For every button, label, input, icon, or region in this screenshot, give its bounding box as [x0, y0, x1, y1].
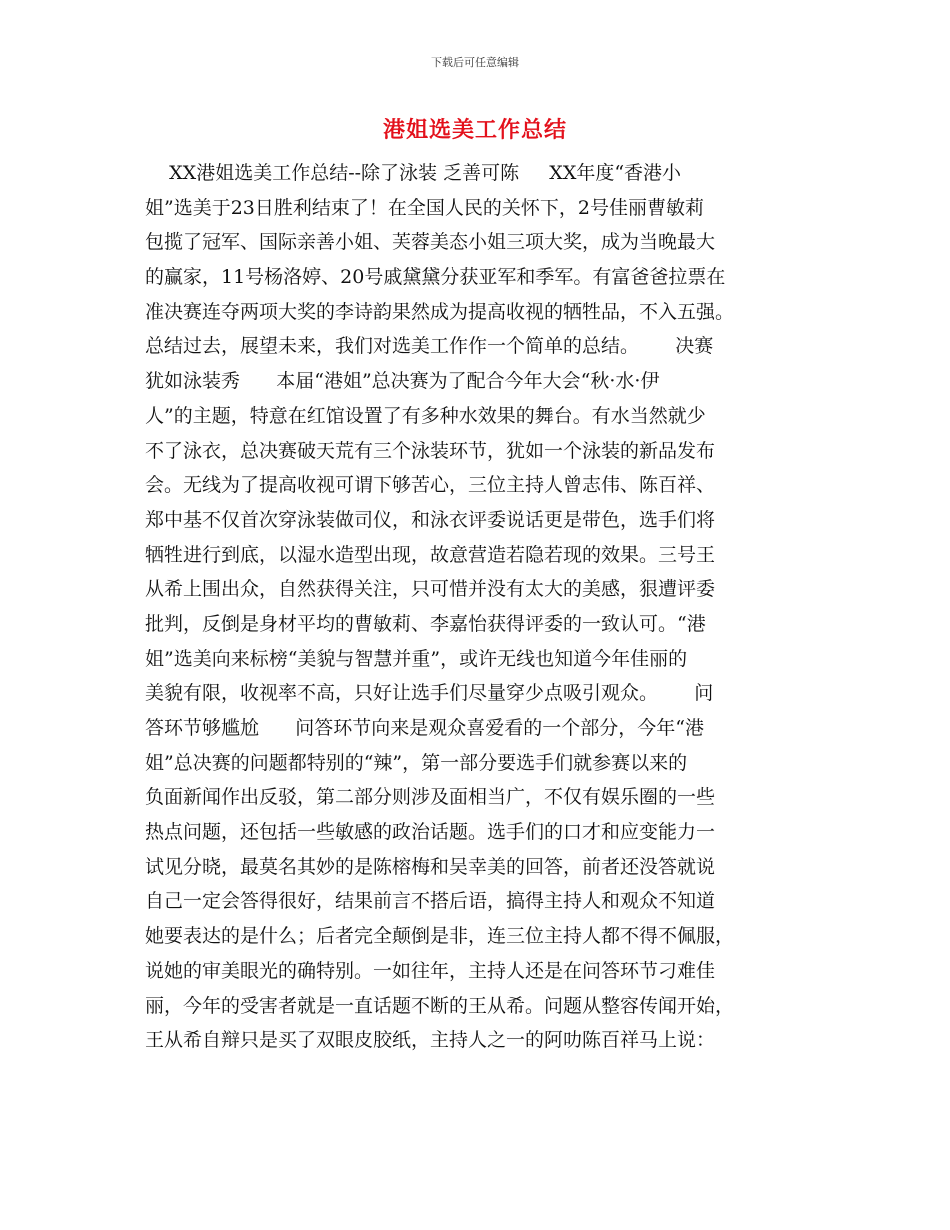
body-line: 姐”总决赛的问题都特别的“辣”，第一部分要选手们就参赛以来的 — [145, 751, 688, 774]
body-line: 牺牲进行到底，以湿水造型出现，故意营造若隐若现的效果。三号王 — [145, 543, 716, 566]
body-line: 包揽了冠军、国际亲善小姐、芙蓉美态小姐三项大奖，成为当晚最大 — [145, 231, 716, 254]
header-note: 下载后可任意编辑 — [431, 56, 519, 69]
body-line: 郑中基不仅首次穿泳装做司仪，和泳衣评委说话更是带色，选手们将 — [145, 508, 716, 531]
body-line: 热点问题，还包括一些敏感的政治话题。选手们的口才和应变能力一 — [145, 821, 716, 844]
body-line: 人”的主题，特意在红馆设置了有多种水效果的舞台。有水当然就少 — [145, 404, 706, 427]
document-title: 港姐选美工作总结 — [382, 118, 567, 143]
body-line: 姐”选美于23日胜利结束了！在全国人民的关怀下，2号佳丽曹敏莉 — [145, 196, 704, 219]
body-line: 丽，今年的受害者就是一直话题不断的王从希。问题从整容传闻开始， — [145, 994, 735, 1017]
body-line: 姐”选美向来标榜“美貌与智慧并重”，或许无线也知道今年佳丽的 — [145, 647, 688, 670]
body-line: 美貌有限，收视率不高，只好让选手们尽量穿少点吸引观众。 问 — [145, 682, 714, 705]
body-line: XX港姐选美工作总结--除了泳装 乏善可陈 XX年度“香港小 — [145, 162, 682, 184]
body-line: 试见分晓，最莫名其妙的是陈榕梅和吴幸美的回答，前者还没答就说 — [145, 855, 716, 878]
document-body — [145, 156, 805, 1058]
body-line: 她要表达的是什么；后者完全颠倒是非，连三位主持人都不得不佩服， — [145, 925, 735, 948]
body-line: 从希上围出众，自然获得关注，只可惜并没有太大的美感，狠遭评委 — [145, 578, 716, 601]
body-line: 负面新闻作出反驳，第二部分则涉及面相当广，不仅有娱乐圈的一些 — [145, 786, 716, 809]
body-line: 王从希自辩只是买了双眼皮胶纸，主持人之一的阿叻陈百祥马上说： — [145, 1029, 716, 1052]
body-line: 不了泳衣，总决赛破天荒有三个泳装环节，犹如一个泳装的新品发布 — [145, 439, 716, 462]
body-line: 的赢家，11号杨洛婷、20号戚黛黛分获亚军和季军。有富爸爸拉票在 — [145, 266, 726, 289]
body-line: 总结过去，展望未来，我们对选美工作作一个简单的总结。 决赛 — [145, 335, 714, 358]
body-line: 答环节够尴尬 问答环节向来是观众喜爱看的一个部分，今年“港 — [145, 717, 704, 739]
body-line: 准决赛连夺两项大奖的李诗韵果然成为提高收视的牺牲品，不入五强。 — [145, 300, 735, 323]
body-line: 自己一定会答得很好，结果前言不搭后语，搞得主持人和观众不知道 — [145, 890, 716, 913]
body-line: 批判，反倒是身材平均的曹敏莉、李嘉怡获得评委的一致认可。“港 — [145, 612, 706, 635]
body-line: 犹如泳装秀 本届“港姐”总决赛为了配合今年大会“秋·水·伊 — [145, 370, 660, 393]
body-line: 会。无线为了提高收视可谓下够苦心，三位主持人曾志伟、陈百祥、 — [145, 474, 716, 497]
body-line: 说她的审美眼光的确特别。一如往年，主持人还是在问答环节刁难佳 — [145, 959, 716, 982]
